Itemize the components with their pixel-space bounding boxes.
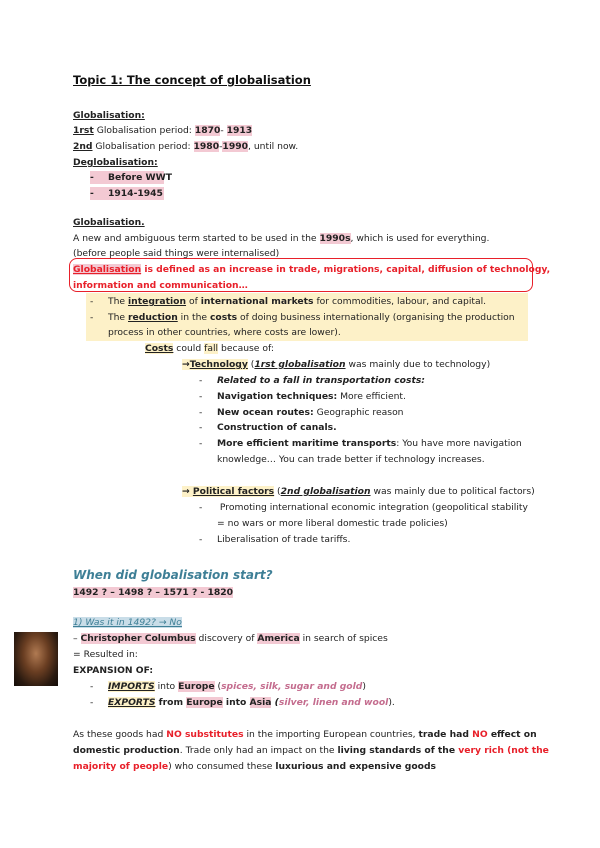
tech-item-5-line-2: knowledge… You can trade better if technology increases. — [217, 454, 485, 465]
dates-line: 1492 ? – 1498 ? – 1571 ? - 1820 — [73, 587, 234, 598]
deglob-item-1: - Before WWT — [90, 172, 173, 183]
tech-item-3: - New ocean routes: Geographic reason — [199, 407, 404, 418]
intro-line-2: (before people said things were internalised) — [73, 248, 280, 259]
intro-line-1: A new and ambiguous term started to be used in the 1990s, which is used for everything. — [73, 233, 490, 244]
bullet-reduction: - The reduction in the costs of doing business internationally (organising the production — [90, 312, 515, 323]
columbus-line: – Christopher Columbus discovery of America in search of spices — [73, 633, 388, 644]
definition-line-1: Globalisation is defined as an increase in trade, migrations, capital, diffusion of technology, — [73, 264, 551, 275]
expansion-label: EXPANSION OF: — [73, 665, 154, 676]
bullet-reduction-line-2: process in other countries, where costs are lower). — [108, 327, 341, 338]
question-1: 1) Was it in 1492? → No — [73, 617, 182, 628]
pol-item-1: - Promoting international economic integration (geopolitical stability — [199, 502, 528, 513]
resulted-line: = Resulted in: — [73, 649, 138, 660]
deglobalisation-heading: Deglobalisation: — [73, 157, 158, 168]
paragraph-line-3: majority of people) who consumed these luxurious and expensive goods — [73, 761, 437, 772]
pol-item-1-line-2: = no wars or more liberal domestic trade policies) — [217, 518, 448, 529]
when-heading: When did globalisation start? — [73, 568, 273, 582]
tech-item-2: - Navigation techniques: More efficient. — [199, 391, 406, 402]
bullet-integration: - The integration of international markets for commodities, labour, and capital. — [90, 296, 487, 307]
exports-line: - EXPORTS from Europe into Asia (silver, linen and wool). — [90, 697, 395, 708]
deglob-item-2: - 1914-1945 — [90, 188, 163, 199]
paragraph-line-1: As these goods had NO substitutes in the importing European countries, trade had NO effect on — [73, 729, 537, 740]
page-title: Topic 1: The concept of globalisation — [73, 73, 311, 87]
globalisation-subheading: Globalisation. — [73, 217, 145, 228]
tech-item-4: - Construction of canals. — [199, 422, 337, 433]
costs-line: Costs could fall because of: — [145, 343, 275, 354]
paragraph-line-2: domestic production. Trade only had an impact on the living standards of the very rich (not the — [73, 745, 549, 756]
pol-item-2: - Liberalisation of trade tariffs. — [199, 534, 351, 545]
tech-item-5: - More efficient maritime transports: You have more navigation — [199, 438, 522, 449]
period-2-line: 2nd Globalisation period: 1980-1990, until now. — [73, 141, 299, 152]
imports-line: - IMPORTS into Europe (spices, silk, sugar and gold) — [90, 681, 366, 692]
columbus-portrait — [14, 632, 58, 686]
period-1-line: 1rst Globalisation period: 1870- 1913 — [73, 125, 253, 136]
technology-line: →Technology (1rst globalisation was mainly due to technology) — [182, 359, 491, 370]
definition-line-2: information and communication… — [73, 280, 248, 291]
globalisation-heading: Globalisation: — [73, 110, 145, 121]
tech-item-1: - Related to a fall in transportation costs: — [199, 375, 425, 386]
political-line: → Political factors (2nd globalisation was mainly due to political factors) — [182, 486, 535, 497]
